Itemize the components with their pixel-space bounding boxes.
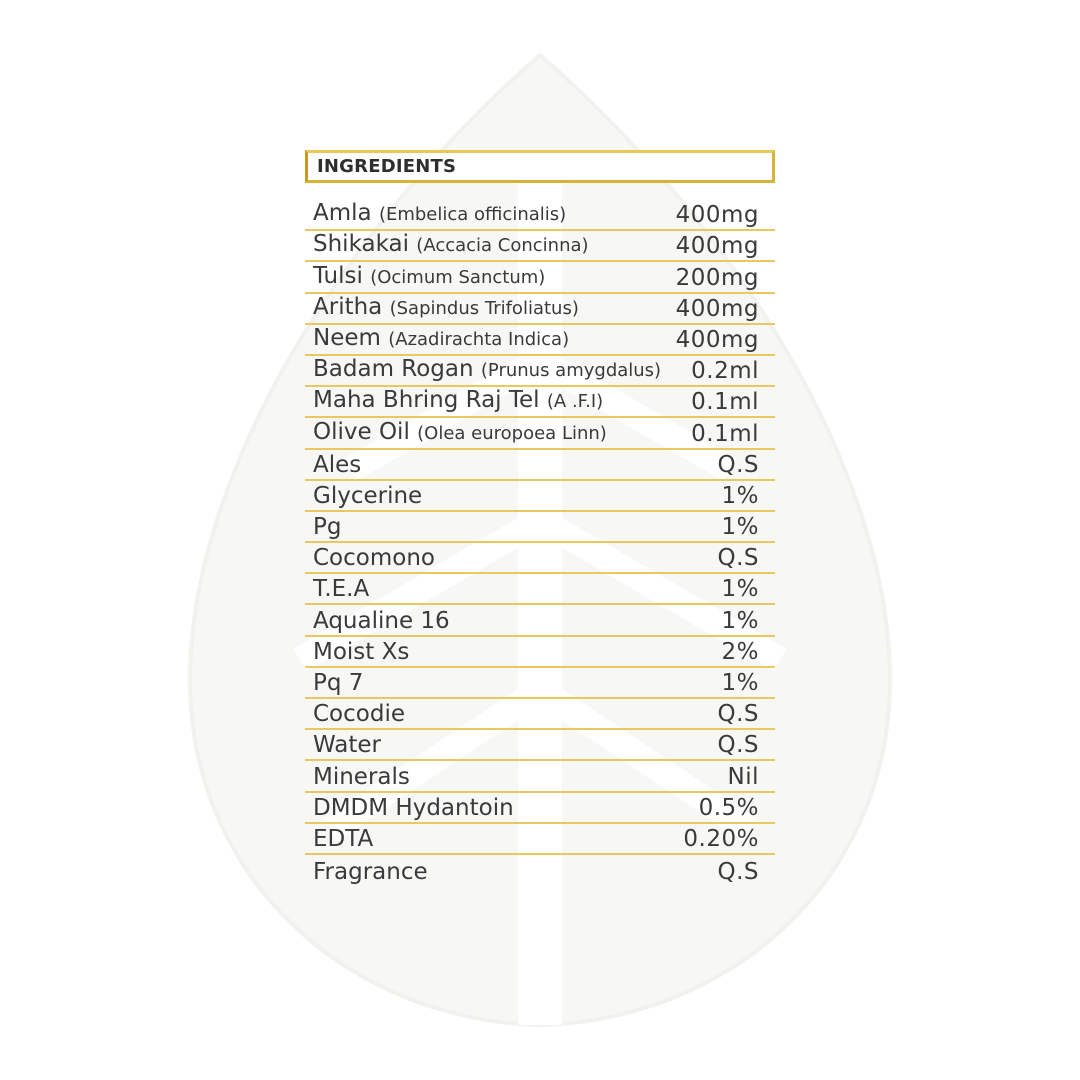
ingredient-name xyxy=(313,858,428,886)
ingredient-common-name: Glycerine xyxy=(313,482,423,509)
ingredient-quantity: Q.S xyxy=(717,859,759,886)
ingredient-common-name: Moist Xs xyxy=(313,638,410,665)
ingredient-quantity: 200mg xyxy=(675,264,759,291)
ingredient-common-name: Neem xyxy=(313,324,381,351)
ingredient-quantity: Q.S xyxy=(717,545,759,572)
ingredient-row xyxy=(305,481,775,512)
ingredient-common-name: Aqualine 16 xyxy=(313,607,450,634)
ingredient-row xyxy=(305,855,775,886)
ingredient-row xyxy=(305,637,775,668)
ingredient-scientific-name: (Embelica officinalis) xyxy=(378,204,567,226)
ingredient-name xyxy=(313,575,369,603)
ingredient-quantity: Nil xyxy=(727,763,759,790)
ingredient-quantity: 400mg xyxy=(675,233,759,260)
ingredient-row xyxy=(305,793,775,824)
ingredient-name xyxy=(313,544,435,572)
ingredient-row xyxy=(305,231,775,262)
ingredient-row xyxy=(305,699,775,730)
ingredient-row xyxy=(305,450,775,481)
ingredient-scientific-name: (Prunus amygdalus) xyxy=(480,360,662,382)
ingredient-name xyxy=(313,451,361,479)
ingredient-quantity: 1% xyxy=(721,670,759,696)
ingredient-name xyxy=(313,607,450,635)
ingredient-quantity: 0.1ml xyxy=(691,420,759,447)
ingredient-scientific-name: (A .F.I) xyxy=(546,391,604,413)
ingredient-common-name: Aritha xyxy=(313,293,383,320)
ingredient-common-name: Cocodie xyxy=(313,701,405,728)
ingredient-name xyxy=(313,293,579,323)
ingredient-name xyxy=(313,700,405,728)
ingredient-name xyxy=(313,638,409,666)
ingredient-name xyxy=(313,199,566,229)
ingredient-quantity: 0.20% xyxy=(683,825,759,852)
ingredient-quantity: 400mg xyxy=(675,326,759,353)
ingredient-common-name: Shikakai xyxy=(313,231,409,258)
ingredient-row xyxy=(305,262,775,293)
ingredient-quantity: 2% xyxy=(721,638,759,665)
ingredient-name xyxy=(313,262,545,292)
ingredient-common-name: Water xyxy=(313,732,381,759)
ingredient-common-name: Tulsi xyxy=(313,262,363,289)
ingredient-row xyxy=(305,824,775,855)
ingredient-quantity: 1% xyxy=(721,514,759,541)
ingredient-name xyxy=(313,794,514,822)
ingredient-quantity: 0.5% xyxy=(698,794,759,821)
ingredients-list xyxy=(305,200,775,886)
ingredient-quantity: 0.2ml xyxy=(691,358,759,385)
ingredient-common-name: Pq 7 xyxy=(313,670,364,696)
ingredient-row xyxy=(305,730,775,761)
ingredients-title: INGREDIENTS xyxy=(317,156,457,177)
ingredient-name xyxy=(313,386,603,416)
ingredient-common-name: Olive Oil xyxy=(313,418,410,445)
ingredient-scientific-name: (Olea europoea Linn) xyxy=(417,422,607,444)
ingredient-quantity: Q.S xyxy=(717,451,759,478)
ingredient-common-name: Fragrance xyxy=(313,859,428,886)
ingredient-scientific-name: (Ocimum Sanctum) xyxy=(370,266,546,288)
ingredient-quantity: 1% xyxy=(721,576,759,603)
ingredient-name xyxy=(313,731,381,759)
ingredient-name xyxy=(313,230,589,260)
ingredient-row xyxy=(305,200,775,231)
ingredient-scientific-name: (Sapindus Trifoliatus) xyxy=(389,297,579,319)
ingredient-scientific-name: (Azadirachta Indica) xyxy=(388,328,570,350)
ingredient-common-name: EDTA xyxy=(313,825,374,852)
ingredients-header xyxy=(305,150,775,183)
ingredients-panel xyxy=(305,150,775,886)
ingredient-row xyxy=(305,605,775,636)
ingredient-quantity: 400mg xyxy=(675,295,759,322)
ingredient-name xyxy=(313,355,661,385)
ingredient-row xyxy=(305,668,775,699)
ingredient-common-name: Cocomono xyxy=(313,545,435,572)
ingredient-scientific-name: (Accacia Concinna) xyxy=(416,235,589,257)
ingredient-quantity: Q.S xyxy=(717,732,759,759)
ingredient-row xyxy=(305,418,775,449)
ingredient-name xyxy=(313,324,569,354)
ingredient-common-name: T.E.A xyxy=(313,576,370,603)
ingredient-name xyxy=(313,513,341,541)
ingredient-name xyxy=(313,763,410,791)
ingredient-name xyxy=(313,482,422,510)
ingredient-row xyxy=(305,387,775,418)
ingredient-row xyxy=(305,356,775,387)
ingredient-common-name: Badam Rogan xyxy=(313,356,474,383)
ingredient-quantity: Q.S xyxy=(717,701,759,728)
ingredient-common-name: Maha Bhring Raj Tel xyxy=(313,387,540,414)
ingredient-common-name: Amla xyxy=(313,200,372,227)
ingredient-name xyxy=(313,669,363,697)
ingredient-quantity: 1% xyxy=(721,607,759,634)
ingredient-name xyxy=(313,418,607,448)
ingredient-row xyxy=(305,543,775,574)
ingredient-row xyxy=(305,574,775,605)
ingredient-quantity: 1% xyxy=(721,482,759,509)
ingredient-common-name: Minerals xyxy=(313,763,410,790)
ingredient-row xyxy=(305,294,775,325)
ingredient-quantity: 400mg xyxy=(675,202,759,229)
ingredient-row xyxy=(305,325,775,356)
ingredient-common-name: DMDM Hydantoin xyxy=(313,794,514,821)
ingredient-row xyxy=(305,761,775,792)
ingredient-common-name: Pg xyxy=(313,514,342,541)
ingredient-common-name: Ales xyxy=(313,451,362,478)
ingredient-name xyxy=(313,825,373,853)
ingredient-row xyxy=(305,512,775,543)
ingredient-quantity: 0.1ml xyxy=(691,389,759,416)
